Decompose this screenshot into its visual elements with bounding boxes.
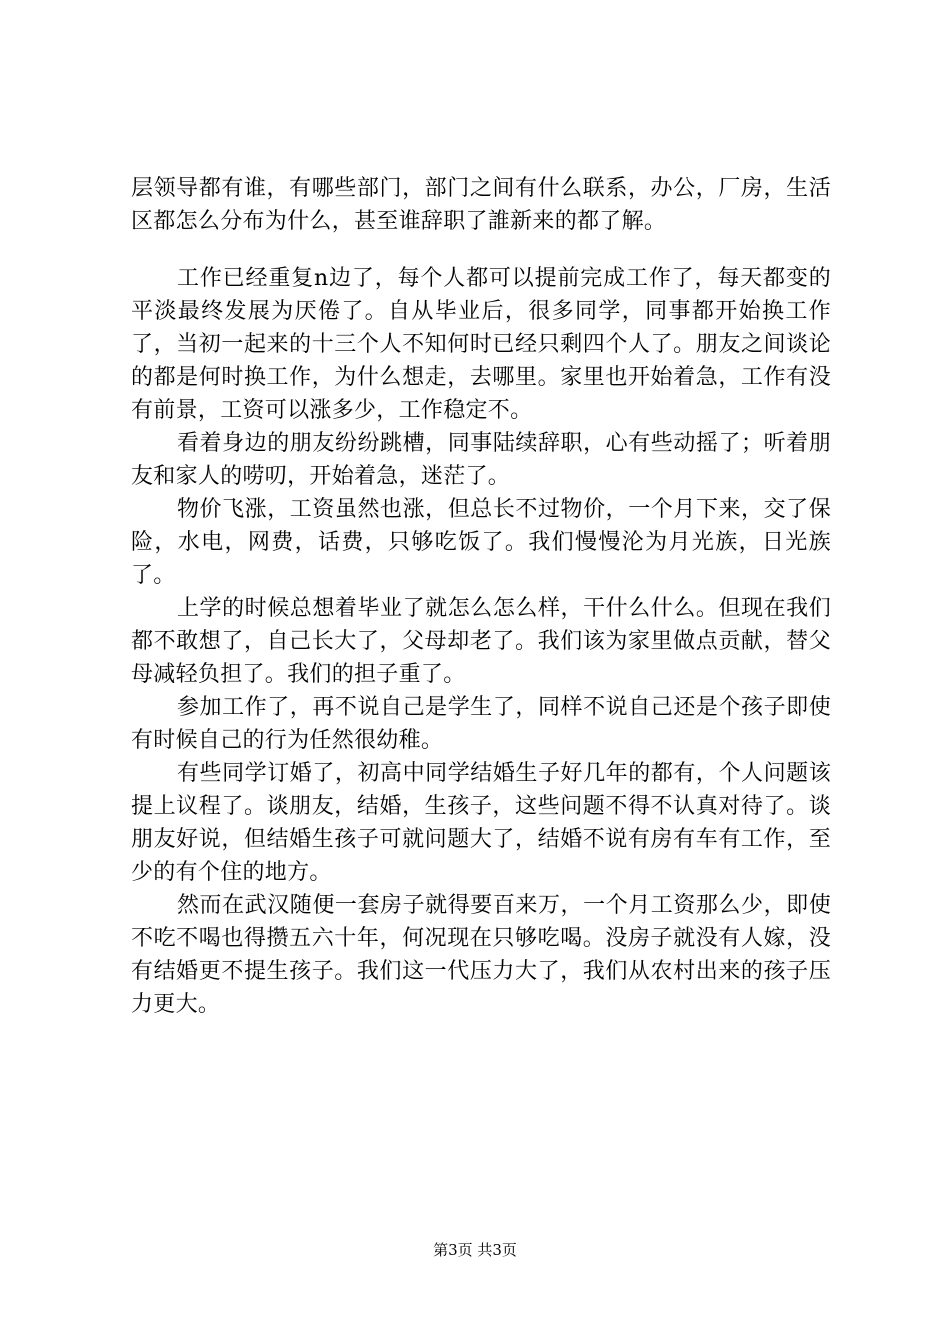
paragraph: 然而在武汉随便一套房子就得要百来万，一个月工资那么少，即使不吃不喝也得攒五六十年，何况现在只够吃喝。没房子就没有人嫁，没有结婚更不提生孩子。我们这一代压力大了，我们从农村出来的孩子压力更大。: [131, 893, 831, 1017]
paragraph: 上学的时候总想着毕业了就怎么怎么样，干什么什么。但现在我们都不敢想了，自己长大了，父母却老了。我们该为家里做点贡献，替父母减轻负担了。我们的担子重了。: [131, 596, 831, 687]
paragraph-gap: [131, 238, 831, 262]
page-number-footer: 第3页 共3页: [433, 1241, 517, 1259]
paragraph: 工作已经重复n边了，每个人都可以提前完成工作了，每天都变的平淡最终发展为厌倦了。自从毕业后，很多同学，同事都开始换工作了，当初一起来的十三个人不知何时已经只剩四个人了。朋友之间谈论的都是何时换工作，为什么想走，去哪里。家里也开始着急，工作有没有前景，工资可以涨多少，工作稳定不。: [131, 266, 831, 423]
paragraph: 有些同学订婚了，初高中同学结婚生子好几年的都有，个人问题该提上议程了。谈朋友，结婚，生孩子，这些问题不得不认真对待了。谈朋友好说，但结婚生孩子可就问题大了，结婚不说有房有车有工作，至少的有个住的地方。: [131, 761, 831, 885]
paragraph-continuation: 层领导都有谁，有哪些部门，部门之间有什么联系，办公，厂房，生活区都怎么分布为什么，甚至谁辞职了誰新来的都了解。: [131, 176, 831, 234]
paragraph: 参加工作了，再不说自己是学生了，同样不说自己还是个孩子即使有时候自己的行为任然很幼稚。: [131, 695, 831, 753]
paragraph: 物价飞涨，工资虽然也涨，但总长不过物价，一个月下来，交了保险，水电，网费，话费，只够吃饭了。我们慢慢沦为月光族，日光族了。: [131, 497, 831, 588]
paragraph: 看着身边的朋友纷纷跳槽，同事陆续辞职，心有些动摇了；听着朋友和家人的唠叨，开始着急，迷茫了。: [131, 431, 831, 489]
document-body: [131, 172, 831, 1021]
